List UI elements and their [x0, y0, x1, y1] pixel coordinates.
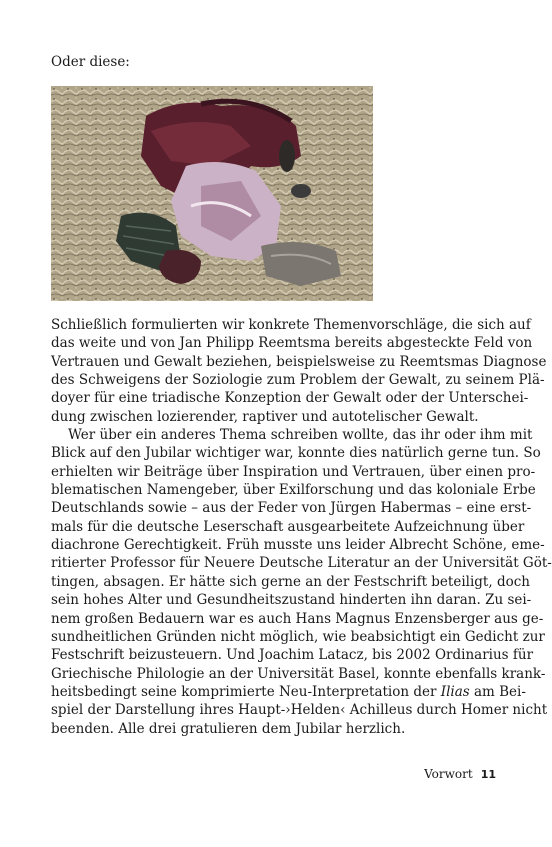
text-line: erhielten wir Beiträge über Inspiration und Vertrauen, über einen pro-: [51, 463, 536, 480]
text-line: Blick auf den Jubilar wichtiger war, konnte dies natürlich gerne tun. So: [51, 445, 541, 462]
text-line: sein hohes Alter und Gesundheitszustand hinderten ihn daran. Zu sei-: [51, 592, 532, 609]
text-line: diachrone Gerechtigkeit. Früh musste uns leider Albrecht Schöne, eme-: [51, 537, 545, 554]
text-line: Wer über ein anderes Thema schreiben wollte, das ihr oder ihm mit: [68, 427, 533, 444]
text-line: doyer für eine triadische Konzeption der Gewalt oder der Unterschei-: [51, 390, 529, 407]
footer-section-label: Vorwort: [424, 767, 473, 781]
page-footer: [424, 767, 496, 782]
text-line: beenden. Alle drei gratulieren dem Jubilar herzlich.: [51, 720, 406, 737]
text-line: nem großen Bedauern war es auch Hans Magnus Enzensberger aus ge-: [51, 610, 544, 627]
clothes-on-sand-photo: [51, 86, 373, 301]
text-line: des Schweigens der Soziologie zum Problem der Gewalt, zu seinem Plä-: [51, 372, 545, 389]
book-title-emphasis: Ilias: [440, 683, 470, 700]
text-line: spiel der Darstellung ihres Haupt-›Helden‹ Achilleus durch Homer nicht: [51, 702, 548, 719]
text-line: Festschrift beizusteuern. Und Joachim Latacz, bis 2002 Ordinarius für: [51, 647, 534, 664]
text-line: mals für die deutsche Leserschaft ausgearbeitete Aufzeichnung über: [51, 518, 525, 535]
text-line: das weite und von Jan Philipp Reemtsma bereits abgesteckte Feld von: [51, 335, 533, 352]
text-line: dung zwischen lozierender, raptiver und autotelischer Gewalt.: [51, 408, 479, 425]
text-line: ritierter Professor für Neuere Deutsche Literatur an der Universität Göt-: [51, 555, 552, 572]
text-line: Vertrauen und Gewalt beziehen, beispielsweise zu Reemtsmas Diagnose: [51, 353, 547, 370]
text-line: Deutschlands sowie – aus der Feder von Jürgen Habermas – eine erst-: [51, 500, 532, 517]
text-line: tingen, absagen. Er hätte sich gerne an der Festschrift beteiligt, doch: [51, 573, 530, 590]
text-line: sundheitlichen Gründen nicht möglich, wie beabsichtigt ein Gedicht zur: [51, 628, 545, 645]
text-line: Griechische Philologie an der Universität Basel, konnte ebenfalls krank-: [51, 665, 546, 682]
text-line: Schließlich formulierten wir konkrete Themenvorschläge, die sich auf: [51, 317, 531, 333]
body-text: [51, 316, 552, 738]
text-line: blematischen Namengeber, über Exilforschung und das koloniale Erbe: [51, 482, 536, 499]
text-line: heitsbedingt seine komprimierte Neu-Interpretation der Ilias am Bei-: [51, 683, 526, 700]
intro-text: Oder diese:: [51, 54, 130, 70]
page-number: 11: [480, 768, 496, 781]
